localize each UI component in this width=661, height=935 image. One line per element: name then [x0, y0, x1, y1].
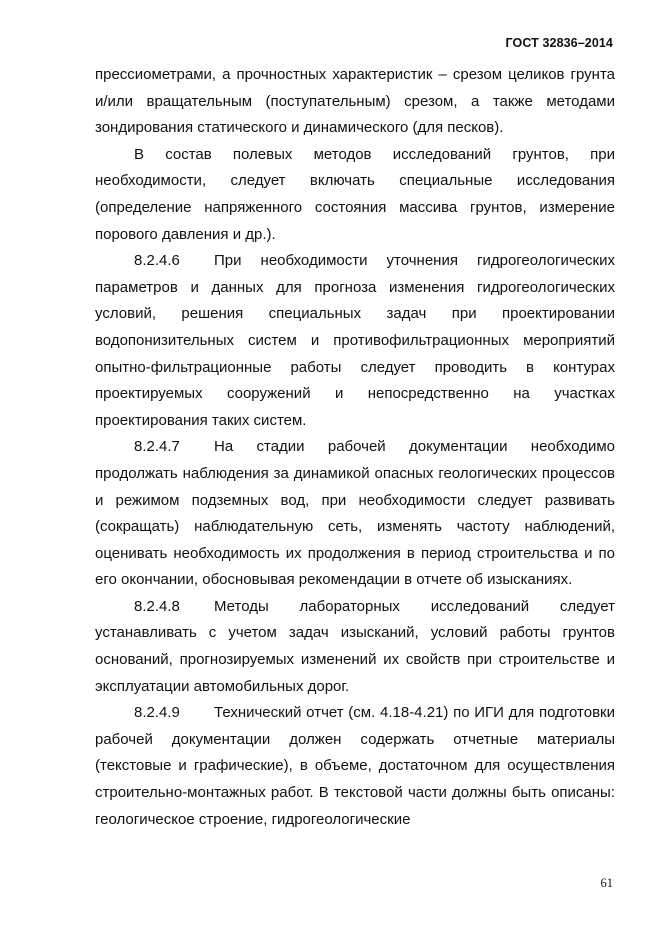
clause-number: 8.2.4.8 — [134, 597, 180, 615]
standard-header: ГОСТ 32836–2014 — [505, 36, 613, 50]
paragraph-text: При необходимости уточнения гидрогеологических параметров и данных для прогноза изменения гидрогеологических условий, решения специальных задач при проектировании водопонизительных систем и противофильтрационных мероприятий опытно-фильтрационные работы следует проводить в контурах проектируемых сооружений и непосредственно на участках проектирования таких систем. — [95, 252, 615, 429]
paragraph-8-2-4-7 — [95, 434, 615, 594]
paragraph-text: На стадии рабочей документации необходимо продолжать наблюдения за динамикой опасных геологических процессов и режимом подземных вод, при необходимости следует развивать (сокращать) наблюдательную сеть, изменять частоту наблюдений, оценивать необходимость их продолжения в период строительства и по его окончании, обосновывая рекомендации в отчете об изысканиях. — [95, 438, 615, 589]
paragraph-continuation — [95, 62, 615, 142]
clause-number: 8.2.4.6 — [134, 252, 180, 270]
paragraph-8-2-4-9 — [95, 700, 615, 833]
clause-number: 8.2.4.7 — [134, 438, 180, 456]
paragraph-text: Методы лабораторных исследований следует устанавливать с учетом задач изысканий, условий работы грунтов оснований, прогнозируемых изменений их свойств при строительстве и эксплуатации автомобильных дорог. — [95, 597, 615, 695]
paragraph-text: Технический отчет (см. 4.18-4.21) по ИГИ для подготовки рабочей документации должен содержать отчетные материалы (текстовые и графические), в объеме, достаточном для осуществления строительно-монтажных работ. В текстовой части должны быть описаны: геологическое строение, гидрогеологические — [95, 704, 615, 828]
body-text — [95, 62, 615, 833]
page-number: 61 — [600, 876, 613, 890]
clause-number: 8.2.4.9 — [134, 704, 180, 722]
paragraph-field-methods — [95, 142, 615, 248]
paragraph-8-2-4-8 — [95, 594, 615, 700]
paragraph-text: В состав полевых методов исследований грунтов, при необходимости, следует включать специальные исследования (определение напряженного состояния массива грунтов, измерение порового давления и др.). — [95, 145, 615, 243]
paragraph-8-2-4-6 — [95, 248, 615, 434]
paragraph-text: прессиометрами, а прочностных характеристик – срезом целиков грунта и/или вращательным (поступательным) срезом, а также методами зондирования статического и динамического (для песков). — [95, 66, 615, 137]
